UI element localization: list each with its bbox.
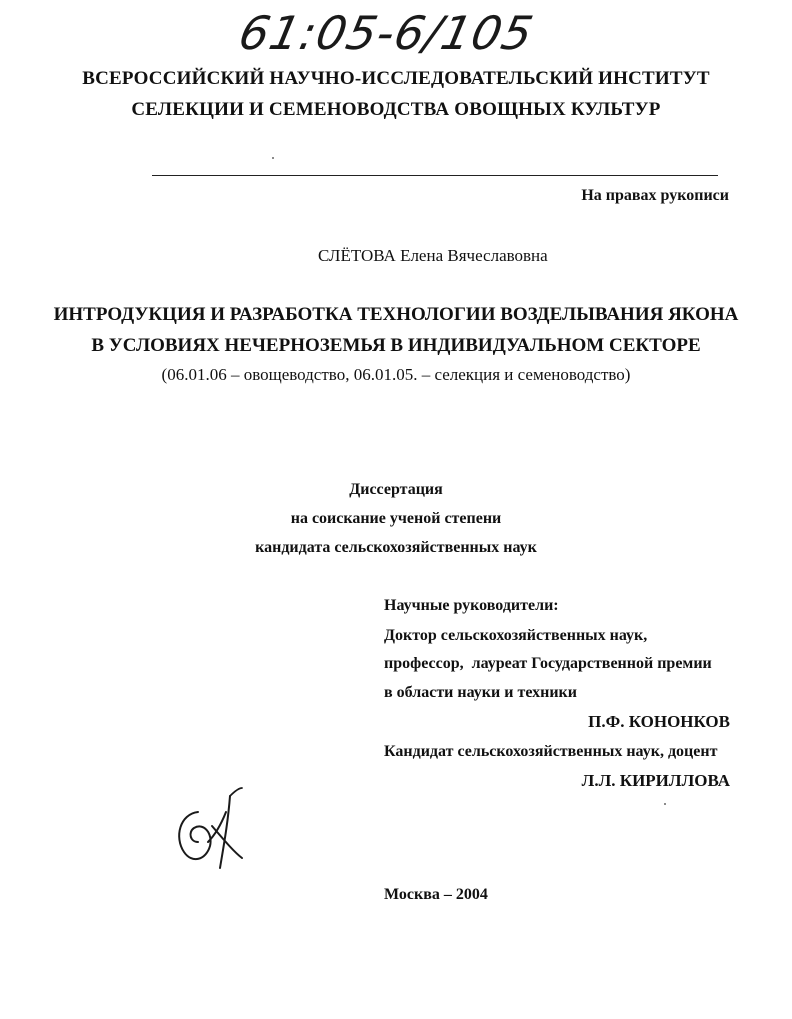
author-surname: СЛЁТОВА (318, 246, 396, 265)
scan-speck (664, 803, 666, 805)
author-given-names: Елена Вячеславовна (400, 246, 548, 265)
title-specialties: (06.01.06 – овощеводство, 06.01.05. – селекция и семеноводство) (161, 365, 631, 384)
dissertation-line-2: на соискание ученой степени (290, 510, 502, 527)
title-line-1: ИНТРОДУКЦИЯ И РАЗРАБОТКА ТЕХНОЛОГИИ ВОЗДЕЛЫВАНИЯ ЯКОНА (53, 304, 739, 325)
city-year: Москва – 2004 (384, 886, 488, 903)
author-name (318, 246, 548, 266)
dissertation-line-3: кандидата сельскохозяйственных наук (255, 539, 537, 556)
header-divider (152, 175, 718, 176)
supervisor-2-degree: Кандидат сельскохозяйственных наук, доцент (384, 743, 718, 760)
rights-note: На правах рукописи (581, 187, 729, 204)
supervisor-1-degree-line-1: Доктор сельскохозяйственных наук, (384, 627, 648, 644)
supervisors-heading: Научные руководители: (384, 597, 559, 614)
scan-speck (272, 157, 274, 159)
supervisor-1-degree-line-3: в области науки и техники (384, 684, 577, 701)
institution-line-1: ВСЕРОССИЙСКИЙ НАУЧНО-ИССЛЕДОВАТЕЛЬСКИЙ ИНСТИТУТ (82, 68, 710, 89)
supervisor-2-name: Л.Л. КИРИЛЛОВА (581, 771, 730, 790)
supervisor-1-degree-line-2: профессор, лауреат Государственной премии (384, 655, 712, 672)
institution-line-2: СЕЛЕКЦИИ И СЕМЕНОВОДСТВА ОВОЩНЫХ КУЛЬТУР (131, 99, 661, 120)
supervisor-1-name: П.Ф. КОНОНКОВ (588, 712, 730, 731)
archive-code-handwritten: 61:05-6/105 (234, 6, 539, 60)
handwritten-signature (168, 782, 268, 872)
dissertation-line-1: Диссертация (349, 481, 443, 498)
title-line-2: В УСЛОВИЯХ НЕЧЕРНОЗЕМЬЯ В ИНДИВИДУАЛЬНОМ СЕКТОРЕ (91, 335, 701, 356)
